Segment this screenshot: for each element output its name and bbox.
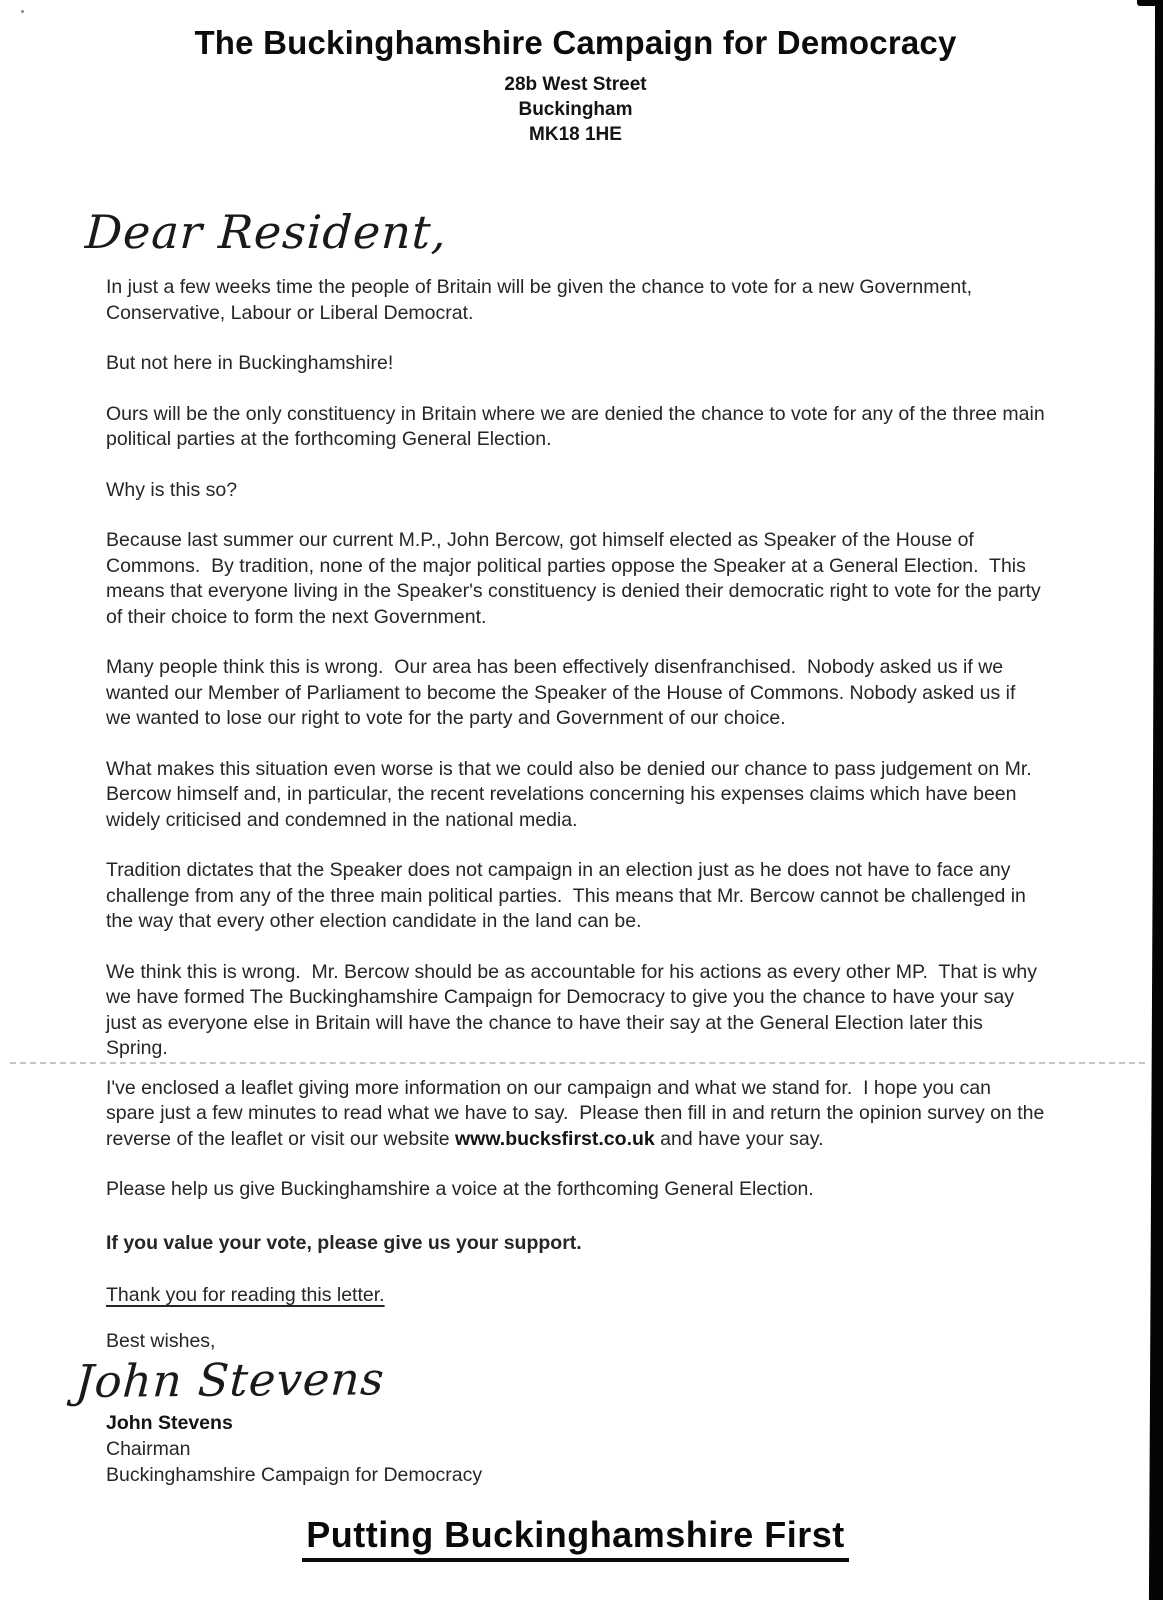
letter-paragraph: Because last summer our current M.P., John Bercow, got himself elected as Speaker of the House of Commons. By tradition, none of the major political parties oppose the Speaker at a General Election. This means that everyone living in the Speaker's constituency is denied their democratic right to vote for the party of their choice to form the next Government. [106,529,1047,628]
scan-speck-artifact [21,10,24,13]
letter-paragraph: Many people think this is wrong. Our area has been effectively disenfranchised. Nobody asked us if we wanted our Member of Parliament to become the Speaker of the House of Commons. Nobody asked us if we wanted to lose our right to vote for the party and Government of our choice. [106,656,1021,729]
letter-paragraph: Ours will be the only constituency in Britain where we are denied the chance to vote for any of the three main political parties at the forthcoming General Election. [106,402,1051,450]
thanks-line-text: Thank you for reading this letter. [106,1284,385,1306]
letter-paragraph: What makes this situation even worse is that we could also be denied our chance to pass judgement on Mr. Bercow himself and, in particular, the recent revelations concerning his expenses claims which have been widely criticised and condemned in the national media. [106,757,1038,831]
leaflet-text-post: and have your say. [654,1127,824,1150]
leaflet-text-pre: I've enclosed a leaflet giving more information on our campaign and what we stand for. I hope you can spare just a few minutes to read what we have to say. Please then fill in and return the opinion survey on the reverse of the leaflet or visit our website [106,1076,1050,1150]
handwritten-signature: John Stevens [74,1352,387,1408]
letter-body [106,275,1051,1309]
signatory-organisation: Buckinghamshire Campaign for Democracy [106,1464,483,1486]
letter-paragraph: Please help us give Buckinghamshire a voice at the forthcoming General Election. [106,1178,814,1200]
signature-block [106,1410,1045,1488]
scan-edge-tab-artifact [1137,0,1163,6]
letter-paragraph: Why is this so? [106,478,238,501]
letter-paragraph: We think this is wrong. Mr. Bercow should be as accountable for his actions as every other MP. That is why we have formed The Buckinghamshire Campaign for Democracy to give you the chance to have your say just as everyone else in Britain will have the chance to have their say at the General Election later this Spring. [106,960,1043,1059]
support-line: If you value your vote, please give us your support. [106,1231,582,1254]
letter-title: The Buckinghamshire Campaign for Democracy [194,24,957,61]
thanks-line [106,1283,1045,1309]
signatory-role: Chairman [106,1438,191,1460]
letter-paragraph: Tradition dictates that the Speaker does not campaign in an election just as he does not have to face any challenge from any of the three main political parties. This means that Mr. Bercow cannot be challenged in the way that every other election candidate in the land can be. [106,859,1032,932]
salutation: Dear Resident, [83,205,449,259]
footer-slogan [106,1514,1045,1562]
signatory-name: John Stevens [106,1412,233,1434]
address-line-street: 28b West Street [504,74,647,95]
letter-paragraph: But not here in Buckinghamshire! [106,352,394,374]
address-line-town: Buckingham [518,99,633,120]
scan-artifact-line [10,1062,1145,1064]
sender-address [106,72,1045,147]
address-line-postcode: MK18 1HE [529,124,622,145]
footer-slogan-text: Putting Buckinghamshire First [302,1514,849,1562]
website-text: www.bucksfirst.co.uk [455,1127,655,1150]
letter-paragraph-leaflet [106,1076,1050,1153]
letter-paragraph: In just a few weeks time the people of Britain will be given the chance to vote for a new Government, Conservative, Labour or Liberal Democrat. [106,276,978,324]
closing-line: Best wishes, [106,1329,216,1352]
